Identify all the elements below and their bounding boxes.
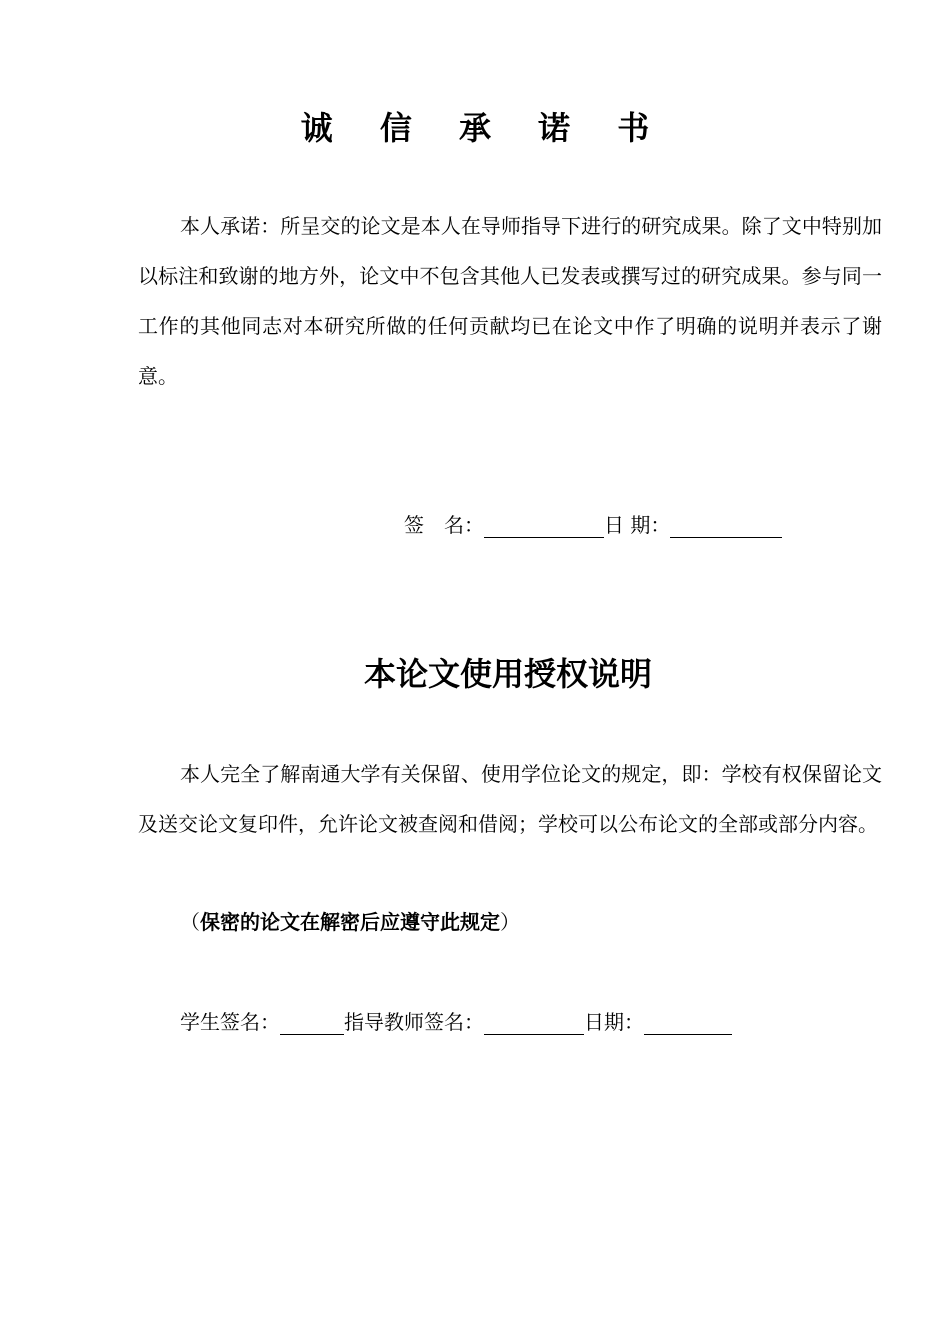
authorization-signature-line [180,1002,732,1042]
advisor-signature-blank[interactable] [484,1006,584,1035]
auth-date-blank[interactable] [644,1006,732,1035]
date-label: 日 期： [604,513,671,537]
pledge-title: 诚 信 承 诺 书 [300,109,668,147]
auth-date-label: 日期： [584,1010,644,1034]
confidential-note [180,902,520,942]
signature-label: 签 名： [404,513,484,537]
signature-blank[interactable] [484,509,604,538]
note-text: 保密的论文在解密后应遵守此规定 [200,910,500,934]
authorization-title: 本论文使用授权说明 [363,655,652,693]
note-open-paren: （ [180,910,200,934]
pledge-body: 本人承诺：所呈交的论文是本人在导师指导下进行的研究成果。除了文中特别加以标注和致谢的地方外，论文中不包含其他人已发表或撰写过的研究成果。参与同一工作的其他同志对本研究所做的任何贡献均已在论文中作了明确的说明并表示了谢意。 [138,214,882,388]
student-signature-label: 学生签名： [180,1010,280,1034]
student-signature-blank[interactable] [280,1006,344,1035]
advisor-signature-label: 指导教师签名： [344,1010,484,1034]
authorization-body: 本人完全了解南通大学有关保留、使用学位论文的规定，即：学校有权保留论文及送交论文复印件，允许论文被查阅和借阅；学校可以公布论文的全部或部分内容。 [138,762,882,836]
date-blank[interactable] [670,509,782,538]
note-close-paren: ） [500,910,520,934]
pledge-signature-line [404,505,782,545]
